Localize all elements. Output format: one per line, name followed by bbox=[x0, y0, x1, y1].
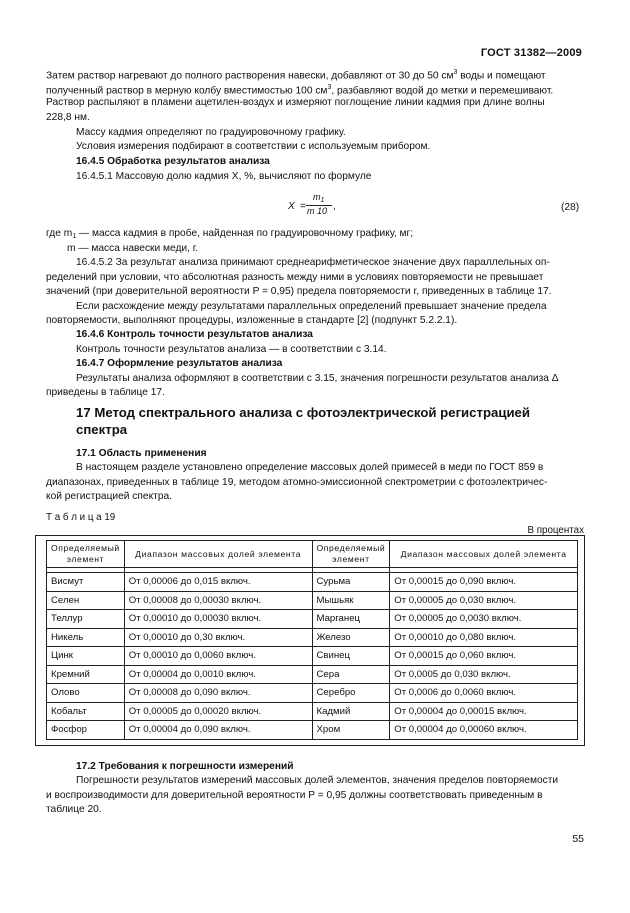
subsection-heading: 16.4.6 Контроль точности результатов анализа bbox=[76, 329, 313, 340]
table-row bbox=[47, 647, 578, 666]
formula-lhs: X bbox=[288, 201, 295, 212]
table-caption: Т а б л и ц а 19 bbox=[46, 512, 116, 523]
paragraph-line: Погрешности результатов измерений массовых долей элементов, значения пределов повторяемости bbox=[76, 775, 559, 786]
header-cell: Диапазон массовых долей элемента bbox=[390, 541, 578, 568]
element-name-cell: Серебро bbox=[312, 684, 390, 703]
paragraph-line: ределений при условии, что абсолютная разность между ними в условиях повторяемости не превышает bbox=[46, 272, 544, 283]
paragraph-line: кой регистрацией спектра. bbox=[46, 491, 172, 502]
paragraph-line: Условия измерения подбирают в соответствии с используемым прибором. bbox=[76, 141, 431, 152]
formula-comma: , bbox=[333, 201, 336, 212]
paragraph-line: Контроль точности результатов анализа — в соответствии с 3.14. bbox=[76, 344, 387, 355]
element-name-cell: Никель bbox=[47, 628, 125, 647]
table-row bbox=[47, 702, 578, 721]
section-title-cont: спектра bbox=[76, 422, 128, 437]
range-cell: От 0,00005 до 0,0030 включ. bbox=[390, 610, 578, 629]
header-cell: Диапазон массовых долей элемента bbox=[124, 541, 312, 568]
paragraph-line: диапазонах, приведенных в таблице 19, методом атомно-эмиссионной спектрометрии с фотоэлектричес- bbox=[46, 477, 548, 488]
range-cell: От 0,00005 до 0,030 включ. bbox=[390, 591, 578, 610]
element-name-cell: Кобальт bbox=[47, 702, 125, 721]
where-line: где $m_1$ — масса кадмия в пробе, найденная по градуировочному графику, мг; bbox=[46, 228, 414, 240]
range-cell: От 0,00008 до 0,00030 включ. bbox=[124, 591, 312, 610]
subsection-heading: 16.4.5 Обработка результатов анализа bbox=[76, 156, 270, 167]
formula-number: (28) bbox=[561, 202, 580, 213]
paragraph-line: полученный раствор в мерную колбу вместимостью 100 $см^3$, разбавляют водой до метки и перемешивают. bbox=[46, 84, 554, 97]
table-row bbox=[47, 665, 578, 684]
range-cell: От 0,0005 до 0,030 включ. bbox=[390, 665, 578, 684]
paragraph-line: таблице 20. bbox=[46, 804, 102, 815]
table-row bbox=[47, 721, 578, 740]
formula-denominator: m 10 bbox=[307, 206, 328, 216]
element-name-cell: Мышьяк bbox=[312, 591, 390, 610]
paragraph-line: 16.4.5.2 За результат анализа принимают среднеарифметическое значение двух параллельных оп- bbox=[76, 257, 550, 268]
element-name-cell: Хром bbox=[312, 721, 390, 740]
paragraph-line: и воспроизводимости для доверительной вероятности P = 0,95 должны соответствовать приведенным в bbox=[46, 790, 543, 801]
subsection-heading: 17.1 Область применения bbox=[76, 448, 207, 459]
element-name-cell: Сера bbox=[312, 665, 390, 684]
paragraph-line: Если расхождение между результатами параллельных определений превышает значение предела bbox=[76, 301, 547, 312]
element-name-cell: Селен bbox=[47, 591, 125, 610]
element-name-cell: Висмут bbox=[47, 573, 125, 592]
element-name-cell: Цинк bbox=[47, 647, 125, 666]
range-cell: От 0,00004 до 0,0010 включ. bbox=[124, 665, 312, 684]
formula-equals: = bbox=[300, 201, 306, 212]
standard-header: ГОСТ 31382—2009 bbox=[480, 47, 582, 59]
table-row bbox=[47, 591, 578, 610]
paragraph-line: приведены в таблице 17. bbox=[46, 387, 165, 398]
paragraph-line: 16.4.5.1 Массовую долю кадмия X, %, вычисляют по формуле bbox=[76, 171, 372, 182]
paragraph-line: значений (при доверительной вероятности P = 0,95) предела повторяемости r, приведенных в таблице 17. bbox=[46, 286, 552, 297]
paragraph-line: Затем раствор нагревают до полного растворения навески, добавляют от 30 до 50 $см^3$ воды и помещают bbox=[46, 69, 546, 82]
paragraph-line: 228,8 нм. bbox=[46, 112, 90, 123]
element-name-cell: Кадмий bbox=[312, 702, 390, 721]
element-name-cell: Марганец bbox=[312, 610, 390, 629]
element-name-cell: Олово bbox=[47, 684, 125, 703]
element-name-cell: Фосфор bbox=[47, 721, 125, 740]
range-cell: От 0,00004 до 0,00015 включ. bbox=[390, 702, 578, 721]
range-cell: От 0,00004 до 0,090 включ. bbox=[124, 721, 312, 740]
range-cell: От 0,00008 до 0,090 включ. bbox=[124, 684, 312, 703]
table-units: В процентах bbox=[527, 525, 584, 536]
range-cell: От 0,00004 до 0,00060 включ. bbox=[390, 721, 578, 740]
element-name-cell: Теллур bbox=[47, 610, 125, 629]
table-header-row bbox=[47, 541, 578, 568]
element-name-cell: Железо bbox=[312, 628, 390, 647]
paragraph-line: В настоящем разделе установлено определение массовых долей примесей в меди по ГОСТ 859 в bbox=[76, 462, 544, 473]
range-cell: От 0,00015 до 0,060 включ. bbox=[390, 647, 578, 666]
table-row bbox=[47, 684, 578, 703]
element-name-cell: Свинец bbox=[312, 647, 390, 666]
subsection-heading: 17.2 Требования к погрешности измерений bbox=[76, 761, 294, 772]
range-cell: От 0,00005 до 0,00020 включ. bbox=[124, 702, 312, 721]
table-row bbox=[47, 628, 578, 647]
range-cell: От 0,00010 до 0,00030 включ. bbox=[124, 610, 312, 629]
range-cell: От 0,00010 до 0,0060 включ. bbox=[124, 647, 312, 666]
table-row bbox=[47, 573, 578, 592]
range-cell: От 0,00010 до 0,080 включ. bbox=[390, 628, 578, 647]
element-name-cell: Сурьма bbox=[312, 573, 390, 592]
paragraph-line: повторяемости, выполняют процедуры, изложенные в стандарте [2] (подпункт 5.2.2.1). bbox=[46, 315, 458, 326]
range-cell: От 0,00010 до 0,30 включ. bbox=[124, 628, 312, 647]
formula-numerator: $m_1$ bbox=[313, 192, 325, 204]
header-cell: Определяемый элемент bbox=[47, 541, 125, 568]
table-row bbox=[47, 610, 578, 629]
paragraph-line: Раствор распыляют в пламени ацетилен-воздух и измеряют поглощение линии кадмия при длине волны bbox=[46, 97, 545, 108]
element-name-cell: Кремний bbox=[47, 665, 125, 684]
range-cell: От 0,00015 до 0,090 включ. bbox=[390, 573, 578, 592]
paragraph-line: Массу кадмия определяют по градуировочному графику. bbox=[76, 127, 346, 138]
paragraph-line: Результаты анализа оформляют в соответствии с 3.15, значения погрешности результатов анализа Δ bbox=[76, 373, 559, 384]
elements-table bbox=[46, 540, 578, 740]
page-number: 55 bbox=[572, 833, 584, 845]
where-line: m — масса навески меди, г. bbox=[67, 243, 199, 254]
range-cell: От 0,00006 до 0,015 включ. bbox=[124, 573, 312, 592]
header-cell: Определяемый элемент bbox=[312, 541, 390, 568]
subsection-heading: 16.4.7 Оформление результатов анализа bbox=[76, 358, 283, 369]
section-title: 17 Метод спектрального анализа с фотоэлектрической регистрацией bbox=[76, 405, 531, 420]
range-cell: От 0,0006 до 0,0060 включ. bbox=[390, 684, 578, 703]
